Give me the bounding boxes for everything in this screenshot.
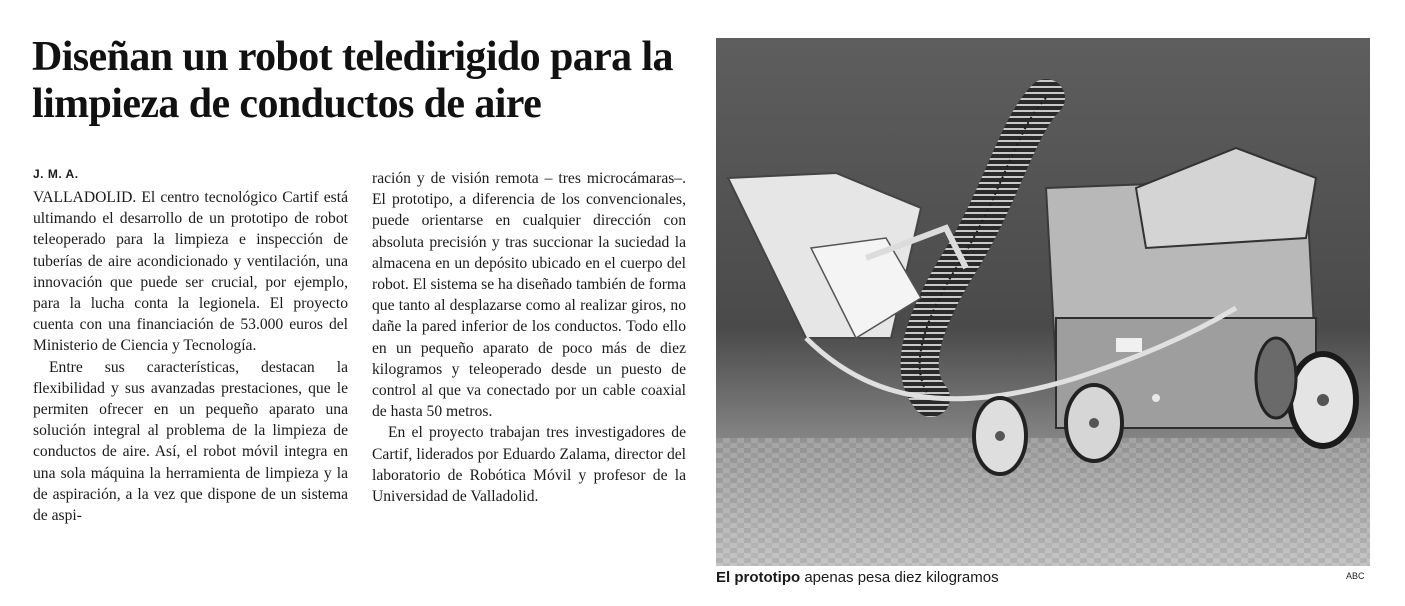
article-column-2 xyxy=(372,168,686,507)
wheel xyxy=(1066,385,1122,461)
robot-photo xyxy=(716,38,1370,566)
photo-credit: ABC xyxy=(1346,571,1365,581)
caption-lead: El prototipo xyxy=(716,569,801,586)
robot-illustration xyxy=(716,38,1370,566)
wheel xyxy=(974,398,1026,474)
caption-text: apenas pesa diez kilogramos xyxy=(804,569,999,586)
article-column-1 xyxy=(33,187,348,526)
wheel xyxy=(1290,354,1356,446)
headline: Diseñan un robot teledirigido para la limpieza de conductos de aire xyxy=(32,34,673,127)
paragraph: VALLADOLID. El centro tecnológico Cartif está ultimando el desarrollo de un prototipo de robot teleoperado para la limpieza e inspección de tuberías de aire acondicionado y ventilación, una innovación que puede ser crucial, por ejemplo, para la lucha conta la legionela. El proyecto cuenta con una financiación de 53.000 euros del Ministerio de Ciencia y Tecnología. xyxy=(33,189,348,355)
paragraph: En el proyecto trabajan tres investigadores de Cartif, liderados por Eduardo Zalama, director del laboratorio de Robótica Móvil y profesor de la Universidad de Valladolid. xyxy=(372,424,686,506)
paragraph: ración y de visión remota – tres microcámaras–. El prototipo, a diferencia de los convencionales, puede orientarse en cualquier dirección con absoluta precisión y tras succionar la suciedad la almacena en un depósito ubicado en el cuerpo del robot. El sistema se ha diseñado también de forma que tanto al desplazarse como al realizar giros, no dañe la pared inferior de los conductos. Todo ello en un pequeño aparato de poco más de diez kilogramos y teleoperado desde un puesto de control al que va conectado por un cable coaxial de hasta 50 metros. xyxy=(372,170,686,421)
photo-caption xyxy=(716,568,999,588)
byline: J. M. A. xyxy=(33,167,79,181)
paragraph: Entre sus características, destacan la flexibilidad y sus avanzadas prestaciones, que le permiten ofrecer en un pequeño aparato una solución integral al problema de la limpieza de conductos de aire. Así, el robot móvil integra en una sola máquina la herramienta de limpieza y la de aspiración, a la vez que dispone de un sistema de aspi- xyxy=(33,358,348,525)
